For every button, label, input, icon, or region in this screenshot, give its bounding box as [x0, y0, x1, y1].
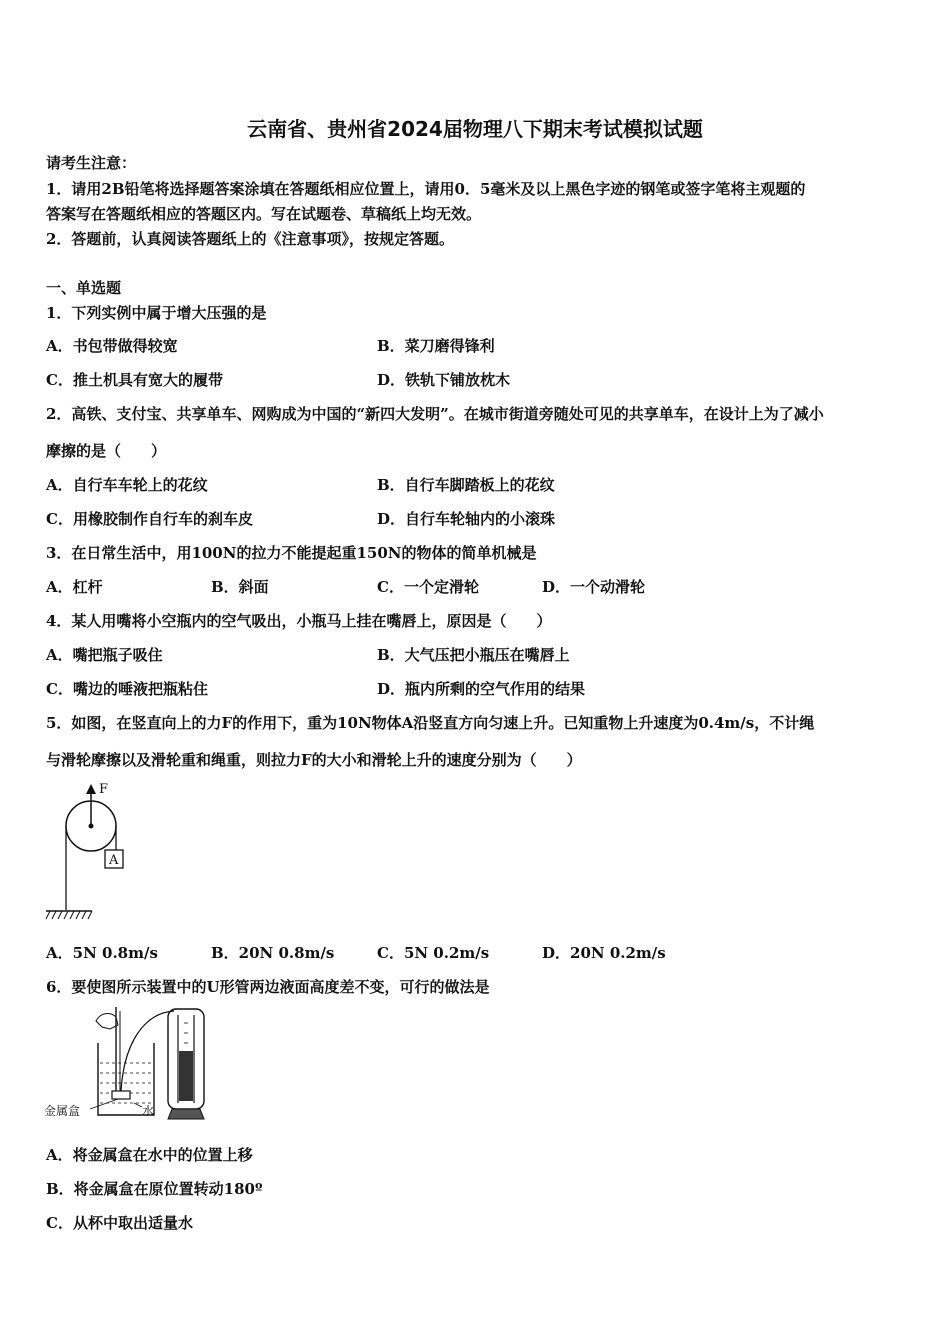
q4-option-d[interactable]: D．瓶内所剩的空气作用的结果 — [377, 680, 586, 698]
q6-stem: 6．要使图所示装置中的U形管两边液面高度差不变，可行的做法是 — [46, 978, 490, 996]
q5-option-b[interactable]: B．20N 0.8m/s — [211, 944, 335, 962]
q1-option-b[interactable]: B．菜刀磨得锋利 — [377, 337, 495, 355]
q6-option-a[interactable]: A．将金属盒在水中的位置上移 — [46, 1146, 253, 1164]
q1-stem: 1．下列实例中属于增大压强的是 — [46, 304, 267, 322]
pulley-axle — [89, 824, 94, 829]
water-label: 水 — [142, 1104, 155, 1118]
pulley-figure — [44, 778, 144, 928]
notice-item1-line2: 答案写在答题纸相应的答题区内。写在试题卷、草稿纸上均无效。 — [46, 205, 482, 223]
q5-option-a[interactable]: A．5N 0.8m/s — [46, 944, 158, 962]
q5-option-c[interactable]: C．5N 0.2m/s — [377, 944, 490, 962]
q5-option-d[interactable]: D．20N 0.2m/s — [542, 944, 666, 962]
force-arrow-head — [86, 784, 96, 794]
q5-stem-line1: 5．如图，在竖直向上的力F的作用下，重为10N物体A沿竖直方向匀速上升。已知重物上升速度为0.4m/s，不计绳 — [46, 714, 815, 732]
q1-option-d[interactable]: D．铁轨下铺放枕木 — [377, 371, 511, 389]
q2-option-a[interactable]: A．自行车车轮上的花纹 — [46, 476, 208, 494]
q2-option-d[interactable]: D．自行车轮轴内的小滚珠 — [377, 510, 556, 528]
box-leader-line — [90, 1099, 118, 1109]
q2-option-b[interactable]: B．自行车脚踏板上的花纹 — [377, 476, 555, 494]
q1-option-c[interactable]: C．推土机具有宽大的履带 — [46, 371, 223, 389]
q4-stem: 4．某人用嘴将小空瓶内的空气吸出，小瓶马上挂在嘴唇上，原因是（ ） — [46, 612, 552, 630]
q3-option-b[interactable]: B．斜面 — [211, 578, 269, 596]
metal-box-label: 金属盒 — [44, 1104, 81, 1118]
section-heading: 一、单选题 — [46, 279, 122, 297]
page-title: 云南省、贵州省2024届物理八下期末考试模拟试题 — [247, 117, 703, 141]
hand-icon — [96, 1014, 118, 1029]
q3-option-d[interactable]: D．一个动滑轮 — [542, 578, 646, 596]
block-label: A — [109, 853, 119, 868]
metal-box — [112, 1091, 130, 1099]
q4-option-a[interactable]: A．嘴把瓶子吸住 — [46, 646, 163, 664]
q2-option-c[interactable]: C．用橡胶制作自行车的刹车皮 — [46, 510, 253, 528]
q6-option-c[interactable]: C．从杯中取出适量水 — [46, 1214, 193, 1232]
force-label: F — [99, 782, 109, 797]
q3-stem: 3．在日常生活中，用100N的拉力不能提起重150N的物体的简单机械是 — [46, 544, 537, 562]
rubber-hose — [121, 1011, 174, 1091]
q1-option-a[interactable]: A．书包带做得较宽 — [46, 337, 178, 355]
q6-option-b[interactable]: B．将金属盒在原位置转动180º — [46, 1180, 263, 1198]
q3-option-a[interactable]: A．杠杆 — [46, 578, 103, 596]
u-tube-liquid — [179, 1051, 193, 1101]
u-tube-scale — [184, 1023, 188, 1043]
q4-option-c[interactable]: C．嘴边的唾液把瓶粘住 — [46, 680, 208, 698]
notice-item2: 2．答题前，认真阅读答题纸上的《注意事项》，按规定答题。 — [46, 230, 454, 248]
notice-heading: 请考生注意： — [46, 154, 137, 172]
ground-hatch — [46, 911, 92, 919]
water-leader-line — [134, 1103, 142, 1107]
q2-stem-line2: 摩擦的是（ ） — [46, 442, 167, 460]
q3-option-c[interactable]: C．一个定滑轮 — [377, 578, 479, 596]
q2-stem-line1: 2．高铁、支付宝、共享单车、网购成为中国的“新四大发明”。在城市街道旁随处可见的共享单车，在设计上为了减小 — [46, 405, 824, 423]
notice-item1-line1: 1．请用2B铅笔将选择题答案涂填在答题纸相应位置上，请用0．5毫米及以上黑色字迹的钢笔或签字笔将主观题的 — [46, 180, 806, 198]
q4-option-b[interactable]: B．大气压把小瓶压在嘴唇上 — [377, 646, 570, 664]
u-tube-base — [168, 1109, 204, 1119]
q5-stem-line2: 与滑轮摩擦以及滑轮重和绳重，则拉力F的大小和滑轮上升的速度分别为（ ） — [46, 751, 582, 769]
u-tube-figure — [44, 1003, 216, 1125]
